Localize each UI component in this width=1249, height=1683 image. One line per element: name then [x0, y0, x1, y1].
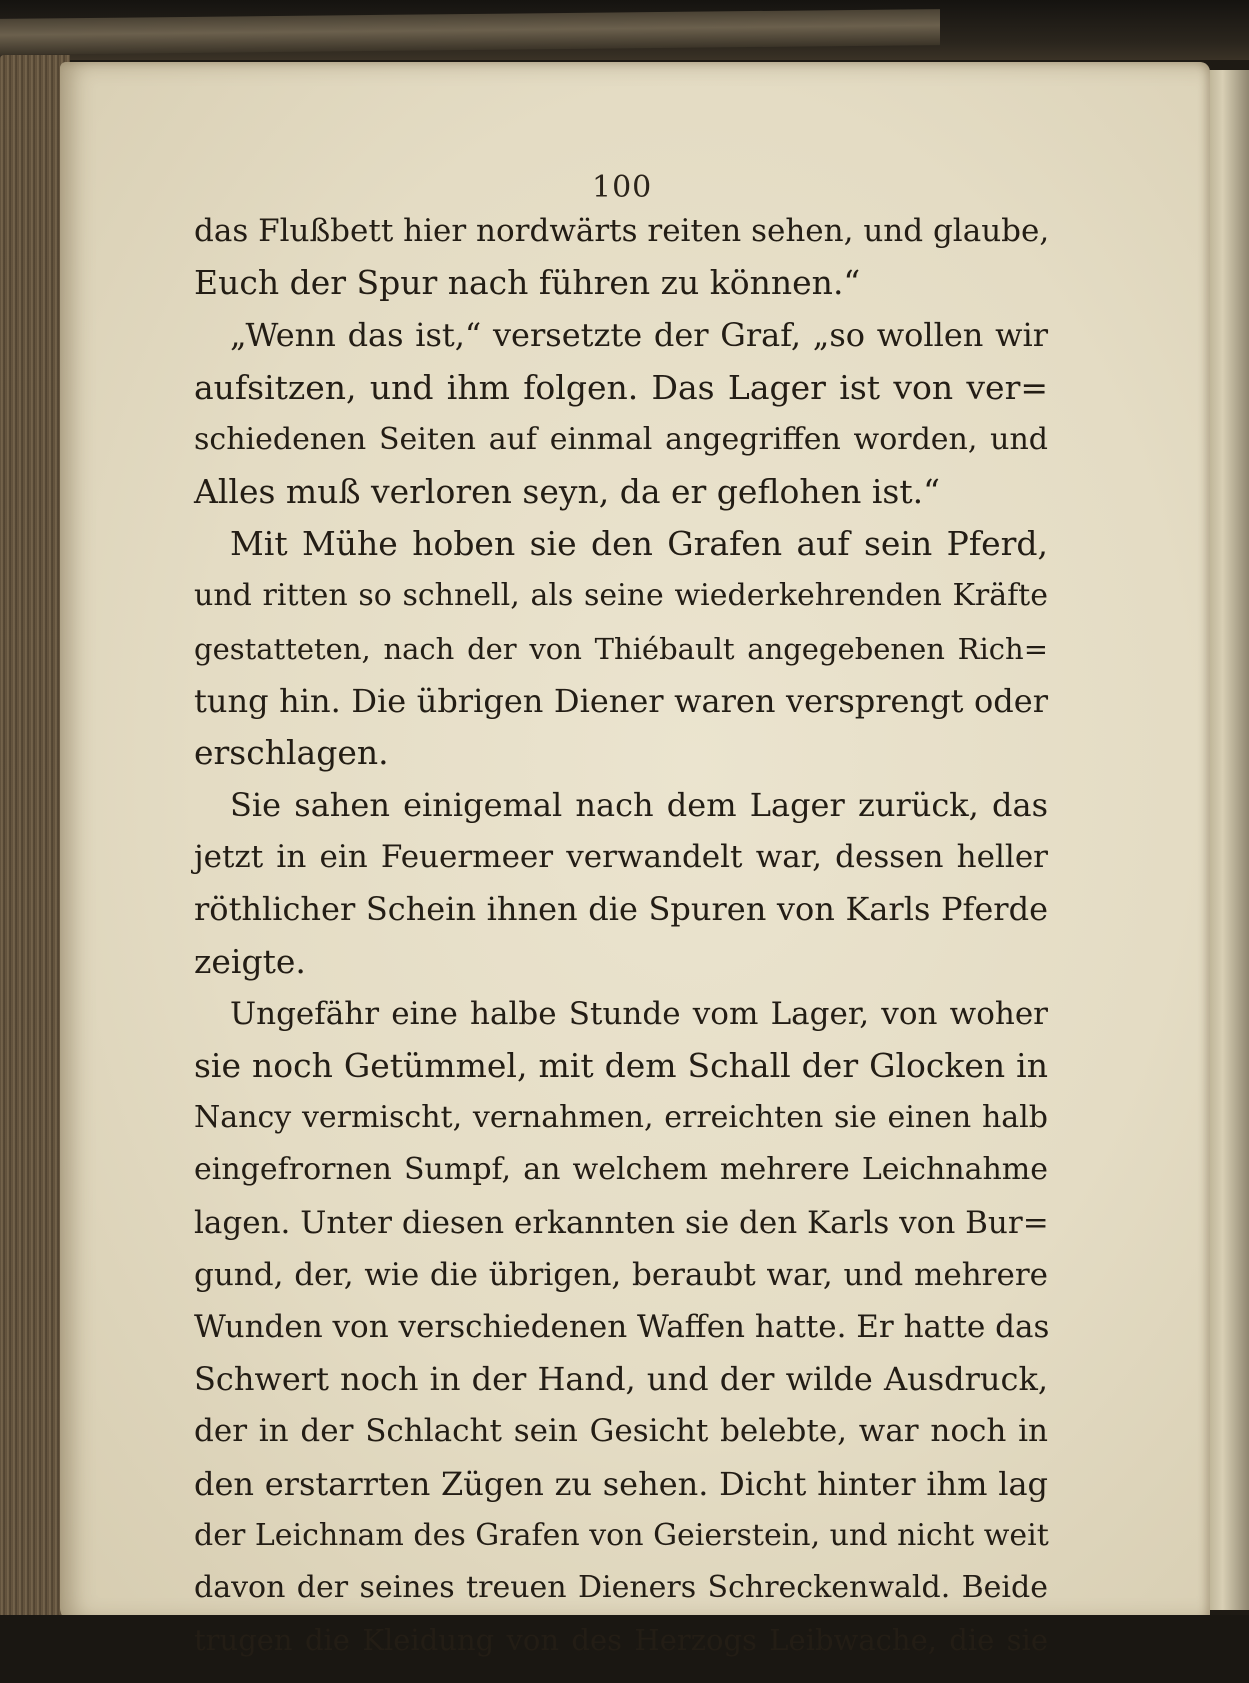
text-line: Mit Mühe hoben sie den Grafen auf sein Pferd, — [230, 524, 1048, 564]
text-line: Alles muß verloren seyn, da er geflohen ist.“ — [194, 471, 940, 511]
text-line: aufsitzen, und ihm folgen. Das Lager ist von ver= — [194, 367, 1048, 407]
text-line: sie noch Getümmel, mit dem Schall der Glocken in — [194, 1046, 1048, 1085]
text-line: tung hin. Die übrigen Diener waren versprengt oder — [194, 681, 1048, 720]
text-line: Euch der Spur nach führen zu können.“ — [194, 263, 861, 303]
text-line: trugen die Kleidung von des Herzogs Leibwache, die sie — [194, 1623, 1048, 1658]
text-line: lagen. Unter diesen erkannten sie den Karls von Bur= — [194, 1204, 1049, 1241]
text-line: Ungefähr eine halbe Stunde vom Lager, von woher — [230, 995, 1048, 1032]
text-line: eingefrornen Sumpf, an welchem mehrere Leichnahme — [194, 1152, 1048, 1188]
text-line: der in der Schlacht sein Gesicht belebte, war noch in — [194, 1413, 1048, 1450]
text-line: Wunden von verschiedenen Waffen hatte. Er hatte das — [194, 1308, 1050, 1345]
facing-page-edge — [1205, 70, 1249, 1610]
text-line: schiedenen Seiten auf einmal angegriffen worden, und — [194, 421, 1048, 457]
text-line: jetzt in ein Feuermeer verwandelt war, dessen heller — [194, 839, 1048, 876]
text-line: Nancy vermischt, vernahmen, erreichten sie einen halb — [194, 1100, 1048, 1136]
page-number: 100 — [592, 170, 653, 205]
text-line: „Wenn das ist,“ versetzte der Graf, „so wollen wir — [230, 316, 1048, 355]
text-line: zeigte. — [194, 941, 306, 981]
text-line: Sie sahen einigemal nach dem Lager zurück, das — [230, 786, 1048, 825]
text-line: und ritten so schnell, als seine wiederkehrenden Kräfte — [194, 578, 1048, 614]
text-line: der Leichnam des Grafen von Geierstein, und nicht weit — [194, 1517, 1049, 1553]
text-line: gestatteten, nach der von Thiébault angegebenen Rich= — [194, 631, 1048, 666]
page-text — [194, 205, 1048, 1666]
text-line: gund, der, wie die übrigen, beraubt war, und mehrere — [194, 1256, 1048, 1293]
text-line: den erstarrten Zügen zu sehen. Dicht hinter ihm lag — [194, 1464, 1048, 1503]
text-line: das Flußbett hier nordwärts reiten sehen, und glaube, — [194, 213, 1050, 249]
text-line: Schwert noch in der Hand, und der wilde Ausdruck, — [194, 1360, 1048, 1399]
text-line: davon der seines treuen Dieners Schreckenwald. Beide — [194, 1569, 1048, 1605]
text-line: röthlicher Schein ihnen die Spuren von Karls Pferde — [194, 890, 1048, 929]
text-line: erschlagen. — [194, 732, 389, 772]
